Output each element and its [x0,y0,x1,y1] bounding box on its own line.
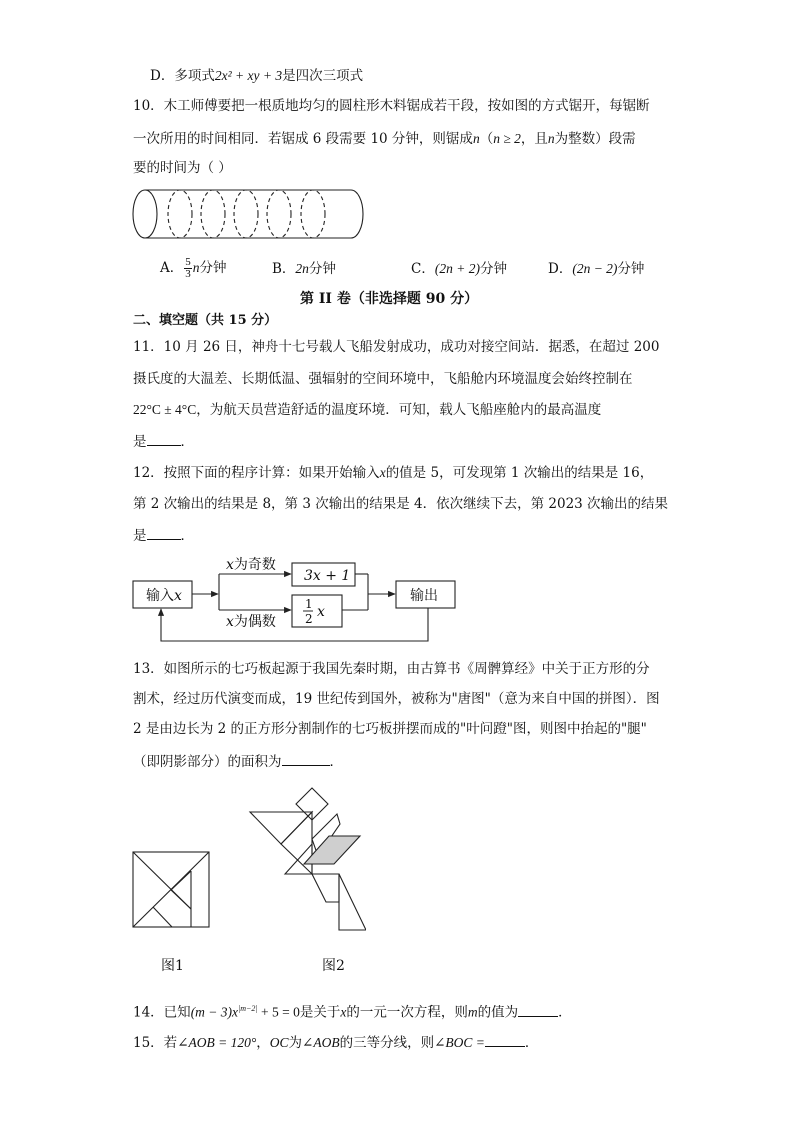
cylinder-figure [128,186,368,242]
q10-option-c[interactable]: C．(2n + 2)分钟 [411,261,507,277]
q12-line2: 第 2 次输出的结果是 8，第 3 次输出的结果是 4．依次继续下去，第 2023 次输出的结果 [133,496,669,512]
answer-blank[interactable] [147,431,181,446]
q10-line2: 一次所用的时间相同．若锯成 6 段需要 10 分钟，则锯成n（n ≥ 2，且n为整数）段需 [133,131,636,147]
answer-blank[interactable] [485,1032,525,1047]
q13-line2: 割术，经过历代演变而成，19 世纪传到国外，被称为"唐图"（意为来自中国的拼图）．图 [133,691,660,707]
q11-line1: 11．10 月 26 日，神舟十七号载人飞船发射成功，成功对接空间站．据悉，在超过 200 [133,339,660,355]
q10-option-a[interactable]: A． $\frac{5}{3}$ n分钟 [160,256,227,280]
q9-option-d: D．多项式2x² + xy + 3是四次三项式 [150,68,364,84]
even-label: 为偶数 [233,614,276,630]
q11-line3: 22°C ± 4°C，为航天员营造舒适的温度环境．可知，载人飞船座舱内的最高温度 [133,402,602,418]
q11-line4: 是 ． [133,431,194,452]
q14-line: 14．已知$(m - 3)x^{|m-2|} + 5 = 0$是关于x的一元一次方程，则m的值为 ． [133,999,572,1023]
tangram-figure-1 [131,850,211,929]
svg-text:x为奇数: x为奇数 [226,557,276,573]
tangram-figure-2 [246,784,366,932]
answer-blank[interactable] [518,1002,558,1017]
svg-text:输入x: 输入x [146,588,182,604]
q10-line1: 10．木工师傅要把一根质地均匀的圆柱形木料锯成若干段，按如图的方式锯开，每锯断 [133,98,650,114]
q10-line3: 要的时间为（ ） [133,160,232,176]
section-subtitle: 二、填空题（共 15 分） [133,313,278,328]
flowchart [128,552,464,648]
q11-line2: 摄氏度的大温差、长期低温、强辐射的空间环境中，飞船舱内环境温度会始终控制在 [133,371,633,387]
figure-1-caption: 图1 [161,958,184,974]
output-label: 输出 [410,588,438,604]
even-num: 1 [305,597,313,611]
svg-text:x: x [317,604,325,620]
section-title: 第 II 卷（非选择题 90 分） [300,291,479,307]
q9-option-d-expr: 2x² + xy + 3 [214,68,283,83]
figure-2-caption: 图2 [322,958,345,974]
q12-line3: 是 ． [133,525,194,546]
q13-line4: （即阴影部分）的面积为 ． [133,751,343,772]
q12-line1: 12．按照下面的程序计算：如果开始输入x的值是 5，可发现第 1 次输出的结果是 16， [133,465,654,481]
q13-line1: 13．如图所示的七巧板起源于我国先秦时期，由古算书《周髀算经》中关于正方形的分 [133,661,650,677]
svg-text:x为偶数: x为偶数 [226,614,276,630]
answer-blank[interactable] [147,525,181,540]
q15-line: 15．若∠AOB = 120°，OC为∠AOB的三等分线，则∠BOC = ． [133,1032,538,1053]
odd-op: 3x + 1 [304,568,351,584]
q10-option-d[interactable]: D．(2n − 2)分钟 [548,261,645,277]
q10-option-b[interactable]: B．2n分钟 [272,261,336,277]
input-label: 输入 [146,588,174,604]
fraction-five-thirds: $\frac{5}{3}$ [185,256,191,280]
answer-blank[interactable] [282,751,330,766]
q13-line3: 2 是由边长为 2 的正方形分割制作的七巧板拼摆而成的"叶问蹬"图，则图中抬起的"腿" [133,721,647,737]
even-den: 2 [305,612,313,626]
odd-label: 为奇数 [233,557,276,573]
